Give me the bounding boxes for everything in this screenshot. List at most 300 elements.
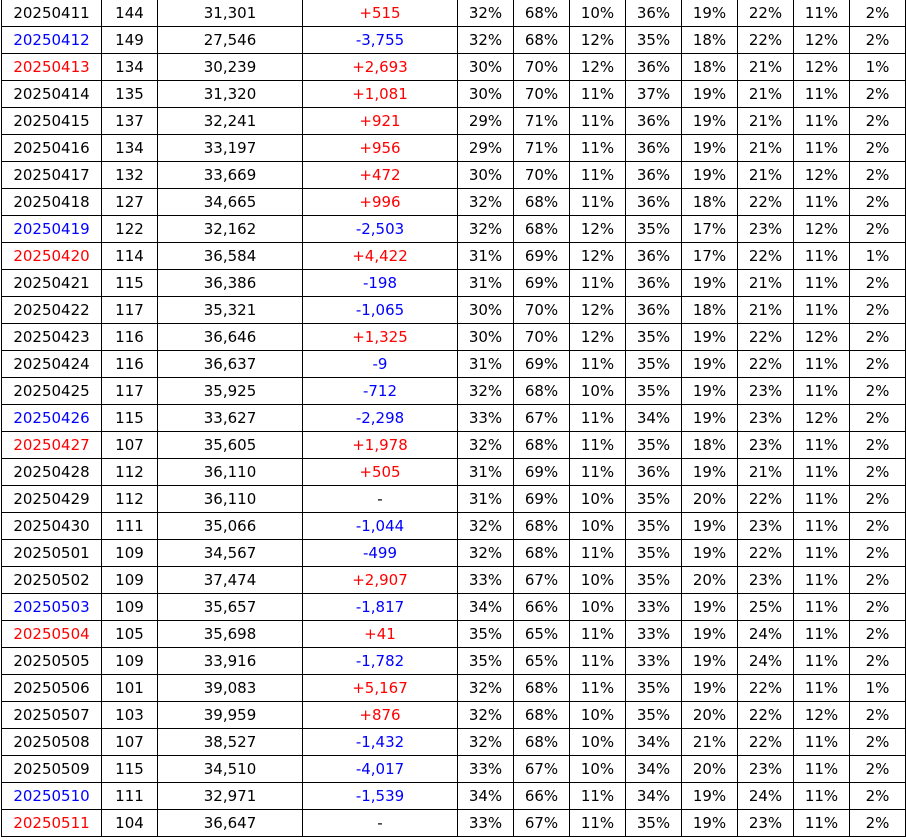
pct5-cell: 19% [682,108,738,135]
pct8-cell: 2% [850,621,906,648]
total-cell: 36,110 [158,459,303,486]
pct4-cell: 33% [626,648,682,675]
pct1-cell: 32% [458,432,514,459]
total-cell: 36,637 [158,351,303,378]
pct1-cell: 34% [458,783,514,810]
count-cell: 111 [102,513,158,540]
pct2-cell: 68% [514,675,570,702]
table-row [2,432,906,459]
pct4-cell: 35% [626,324,682,351]
pct4-cell: 36% [626,459,682,486]
count-cell: 109 [102,594,158,621]
pct5-cell: 18% [682,297,738,324]
pct8-cell: 2% [850,216,906,243]
pct8-cell: 2% [850,27,906,54]
pct7-cell: 11% [794,108,850,135]
pct6-cell: 22% [738,27,794,54]
total-cell: 37,474 [158,567,303,594]
pct1-cell: 33% [458,756,514,783]
change-cell: +505 [303,459,458,486]
pct5-cell: 19% [682,783,738,810]
pct6-cell: 22% [738,540,794,567]
table-row [2,621,906,648]
date-cell: 20250511 [2,810,102,837]
total-cell: 33,916 [158,648,303,675]
pct5-cell: 18% [682,27,738,54]
total-cell: 30,239 [158,54,303,81]
pct5-cell: 19% [682,405,738,432]
pct5-cell: 19% [682,135,738,162]
change-cell: -499 [303,540,458,567]
pct4-cell: 36% [626,108,682,135]
table-row [2,162,906,189]
pct6-cell: 21% [738,297,794,324]
count-cell: 115 [102,270,158,297]
pct1-cell: 32% [458,27,514,54]
pct3-cell: 11% [570,810,626,837]
pct6-cell: 23% [738,567,794,594]
pct7-cell: 11% [794,540,850,567]
date-cell: 20250419 [2,216,102,243]
pct8-cell: 2% [850,729,906,756]
change-cell: +472 [303,162,458,189]
pct8-cell: 2% [850,486,906,513]
pct3-cell: 11% [570,135,626,162]
change-cell: -2,298 [303,405,458,432]
count-cell: 122 [102,216,158,243]
change-cell: +2,693 [303,54,458,81]
pct1-cell: 34% [458,594,514,621]
pct7-cell: 12% [794,324,850,351]
pct8-cell: 2% [850,324,906,351]
table-row [2,54,906,81]
change-cell: -712 [303,378,458,405]
table-row [2,135,906,162]
date-cell: 20250413 [2,54,102,81]
pct8-cell: 2% [850,378,906,405]
pct2-cell: 69% [514,243,570,270]
pct1-cell: 30% [458,297,514,324]
pct6-cell: 21% [738,162,794,189]
date-cell: 20250416 [2,135,102,162]
count-cell: 115 [102,405,158,432]
total-cell: 33,197 [158,135,303,162]
pct2-cell: 66% [514,783,570,810]
pct1-cell: 33% [458,810,514,837]
count-cell: 117 [102,297,158,324]
pct7-cell: 11% [794,513,850,540]
total-cell: 32,971 [158,783,303,810]
pct4-cell: 33% [626,594,682,621]
count-cell: 104 [102,810,158,837]
pct7-cell: 11% [794,459,850,486]
stats-table [1,0,906,837]
change-cell: -4,017 [303,756,458,783]
pct7-cell: 11% [794,270,850,297]
change-cell: +5,167 [303,675,458,702]
total-cell: 35,066 [158,513,303,540]
change-cell: +956 [303,135,458,162]
pct8-cell: 2% [850,432,906,459]
pct3-cell: 10% [570,0,626,27]
pct3-cell: 11% [570,540,626,567]
pct2-cell: 70% [514,54,570,81]
date-cell: 20250508 [2,729,102,756]
pct4-cell: 36% [626,0,682,27]
date-cell: 20250507 [2,702,102,729]
pct5-cell: 19% [682,378,738,405]
change-cell: -1,782 [303,648,458,675]
pct4-cell: 35% [626,216,682,243]
pct3-cell: 11% [570,81,626,108]
change-cell: -1,044 [303,513,458,540]
pct5-cell: 19% [682,162,738,189]
pct1-cell: 33% [458,405,514,432]
pct4-cell: 34% [626,729,682,756]
date-cell: 20250509 [2,756,102,783]
pct2-cell: 69% [514,270,570,297]
pct3-cell: 10% [570,567,626,594]
pct3-cell: 11% [570,459,626,486]
change-cell: +1,081 [303,81,458,108]
total-cell: 33,669 [158,162,303,189]
pct5-cell: 19% [682,513,738,540]
change-cell: +41 [303,621,458,648]
pct6-cell: 22% [738,675,794,702]
pct4-cell: 35% [626,567,682,594]
pct2-cell: 67% [514,405,570,432]
pct7-cell: 11% [794,297,850,324]
pct7-cell: 11% [794,810,850,837]
count-cell: 114 [102,243,158,270]
pct4-cell: 35% [626,378,682,405]
change-cell: - [303,486,458,513]
table-row [2,540,906,567]
pct1-cell: 31% [458,486,514,513]
pct8-cell: 1% [850,243,906,270]
total-cell: 35,657 [158,594,303,621]
date-cell: 20250411 [2,0,102,27]
date-cell: 20250429 [2,486,102,513]
pct1-cell: 32% [458,702,514,729]
pct8-cell: 2% [850,135,906,162]
date-cell: 20250502 [2,567,102,594]
pct6-cell: 23% [738,513,794,540]
pct4-cell: 35% [626,540,682,567]
pct1-cell: 31% [458,270,514,297]
pct7-cell: 12% [794,162,850,189]
pct7-cell: 11% [794,594,850,621]
pct7-cell: 11% [794,621,850,648]
pct4-cell: 36% [626,297,682,324]
pct3-cell: 12% [570,216,626,243]
pct4-cell: 36% [626,243,682,270]
pct4-cell: 34% [626,405,682,432]
table-row [2,513,906,540]
pct3-cell: 10% [570,594,626,621]
table-row [2,189,906,216]
pct6-cell: 21% [738,108,794,135]
pct1-cell: 30% [458,54,514,81]
pct4-cell: 36% [626,54,682,81]
pct6-cell: 22% [738,0,794,27]
count-cell: 107 [102,729,158,756]
pct1-cell: 32% [458,189,514,216]
pct8-cell: 2% [850,702,906,729]
table-row [2,486,906,513]
total-cell: 36,584 [158,243,303,270]
count-cell: 101 [102,675,158,702]
pct3-cell: 11% [570,675,626,702]
pct8-cell: 2% [850,540,906,567]
count-cell: 134 [102,135,158,162]
pct3-cell: 12% [570,297,626,324]
count-cell: 107 [102,432,158,459]
pct5-cell: 19% [682,270,738,297]
pct3-cell: 11% [570,189,626,216]
count-cell: 137 [102,108,158,135]
pct7-cell: 11% [794,81,850,108]
pct7-cell: 11% [794,783,850,810]
date-cell: 20250426 [2,405,102,432]
date-cell: 20250421 [2,270,102,297]
pct1-cell: 29% [458,108,514,135]
pct8-cell: 2% [850,81,906,108]
total-cell: 36,646 [158,324,303,351]
pct5-cell: 19% [682,324,738,351]
pct3-cell: 12% [570,324,626,351]
pct1-cell: 32% [458,513,514,540]
pct1-cell: 31% [458,351,514,378]
pct3-cell: 10% [570,729,626,756]
date-cell: 20250423 [2,324,102,351]
pct2-cell: 70% [514,81,570,108]
pct4-cell: 36% [626,162,682,189]
pct3-cell: 12% [570,27,626,54]
total-cell: 34,510 [158,756,303,783]
total-cell: 35,605 [158,432,303,459]
pct7-cell: 11% [794,729,850,756]
change-cell: -3,755 [303,27,458,54]
table-row [2,27,906,54]
count-cell: 115 [102,756,158,783]
pct5-cell: 17% [682,243,738,270]
pct2-cell: 66% [514,594,570,621]
count-cell: 105 [102,621,158,648]
total-cell: 34,567 [158,540,303,567]
pct3-cell: 10% [570,513,626,540]
date-cell: 20250424 [2,351,102,378]
total-cell: 38,527 [158,729,303,756]
pct7-cell: 11% [794,675,850,702]
pct8-cell: 2% [850,351,906,378]
change-cell: +4,422 [303,243,458,270]
table-row [2,756,906,783]
pct6-cell: 24% [738,648,794,675]
pct5-cell: 19% [682,621,738,648]
pct5-cell: 19% [682,459,738,486]
total-cell: 33,627 [158,405,303,432]
total-cell: 36,110 [158,486,303,513]
total-cell: 35,925 [158,378,303,405]
pct8-cell: 2% [850,0,906,27]
pct5-cell: 19% [682,675,738,702]
pct7-cell: 12% [794,216,850,243]
pct1-cell: 31% [458,243,514,270]
pct7-cell: 11% [794,135,850,162]
count-cell: 109 [102,540,158,567]
table-row [2,594,906,621]
pct6-cell: 21% [738,270,794,297]
pct3-cell: 10% [570,702,626,729]
pct2-cell: 68% [514,189,570,216]
pct1-cell: 32% [458,675,514,702]
pct2-cell: 68% [514,729,570,756]
count-cell: 144 [102,0,158,27]
pct5-cell: 20% [682,756,738,783]
count-cell: 112 [102,459,158,486]
pct8-cell: 1% [850,675,906,702]
pct1-cell: 35% [458,621,514,648]
pct4-cell: 35% [626,486,682,513]
pct1-cell: 29% [458,135,514,162]
pct7-cell: 11% [794,351,850,378]
pct8-cell: 2% [850,567,906,594]
total-cell: 34,665 [158,189,303,216]
change-cell: -1,817 [303,594,458,621]
pct2-cell: 70% [514,162,570,189]
date-cell: 20250428 [2,459,102,486]
pct6-cell: 23% [738,405,794,432]
pct7-cell: 11% [794,432,850,459]
pct8-cell: 2% [850,513,906,540]
pct5-cell: 20% [682,567,738,594]
change-cell: +996 [303,189,458,216]
change-cell: -1,065 [303,297,458,324]
table-row [2,324,906,351]
pct3-cell: 11% [570,783,626,810]
pct4-cell: 35% [626,27,682,54]
pct6-cell: 25% [738,594,794,621]
pct5-cell: 19% [682,540,738,567]
table-row [2,243,906,270]
pct6-cell: 22% [738,243,794,270]
pct7-cell: 11% [794,243,850,270]
pct8-cell: 2% [850,594,906,621]
change-cell: -1,539 [303,783,458,810]
pct3-cell: 11% [570,351,626,378]
table-row [2,270,906,297]
count-cell: 112 [102,486,158,513]
count-cell: 109 [102,567,158,594]
count-cell: 116 [102,351,158,378]
pct4-cell: 36% [626,135,682,162]
pct3-cell: 12% [570,243,626,270]
change-cell: +1,325 [303,324,458,351]
pct6-cell: 23% [738,216,794,243]
pct8-cell: 2% [850,108,906,135]
total-cell: 35,321 [158,297,303,324]
change-cell: - [303,810,458,837]
pct7-cell: 11% [794,378,850,405]
date-cell: 20250504 [2,621,102,648]
pct1-cell: 33% [458,567,514,594]
pct6-cell: 22% [738,324,794,351]
table-row [2,378,906,405]
pct6-cell: 23% [738,756,794,783]
pct5-cell: 19% [682,810,738,837]
date-cell: 20250414 [2,81,102,108]
pct7-cell: 12% [794,54,850,81]
pct5-cell: 19% [682,648,738,675]
pct2-cell: 70% [514,297,570,324]
table-row [2,810,906,837]
total-cell: 36,647 [158,810,303,837]
table-row [2,648,906,675]
pct2-cell: 68% [514,216,570,243]
pct4-cell: 34% [626,756,682,783]
table-row [2,351,906,378]
date-cell: 20250420 [2,243,102,270]
pct5-cell: 20% [682,702,738,729]
pct6-cell: 23% [738,810,794,837]
count-cell: 127 [102,189,158,216]
pct2-cell: 67% [514,567,570,594]
pct2-cell: 68% [514,0,570,27]
table-row [2,81,906,108]
pct1-cell: 32% [458,378,514,405]
table-row [2,459,906,486]
date-cell: 20250503 [2,594,102,621]
count-cell: 135 [102,81,158,108]
pct1-cell: 35% [458,648,514,675]
pct5-cell: 19% [682,0,738,27]
date-cell: 20250505 [2,648,102,675]
pct5-cell: 20% [682,486,738,513]
pct4-cell: 33% [626,621,682,648]
pct5-cell: 17% [682,216,738,243]
total-cell: 27,546 [158,27,303,54]
date-cell: 20250422 [2,297,102,324]
pct1-cell: 30% [458,324,514,351]
date-cell: 20250417 [2,162,102,189]
pct3-cell: 12% [570,54,626,81]
pct2-cell: 68% [514,540,570,567]
pct8-cell: 2% [850,189,906,216]
pct6-cell: 21% [738,81,794,108]
table-row [2,783,906,810]
table-row [2,0,906,27]
pct5-cell: 19% [682,594,738,621]
date-cell: 20250510 [2,783,102,810]
count-cell: 134 [102,54,158,81]
pct2-cell: 67% [514,810,570,837]
pct8-cell: 2% [850,756,906,783]
pct7-cell: 11% [794,189,850,216]
total-cell: 32,241 [158,108,303,135]
pct4-cell: 35% [626,702,682,729]
pct6-cell: 22% [738,351,794,378]
date-cell: 20250425 [2,378,102,405]
pct3-cell: 11% [570,108,626,135]
pct8-cell: 1% [850,54,906,81]
pct6-cell: 22% [738,486,794,513]
pct8-cell: 2% [850,648,906,675]
total-cell: 36,386 [158,270,303,297]
table-row [2,729,906,756]
pct6-cell: 22% [738,702,794,729]
pct7-cell: 12% [794,27,850,54]
